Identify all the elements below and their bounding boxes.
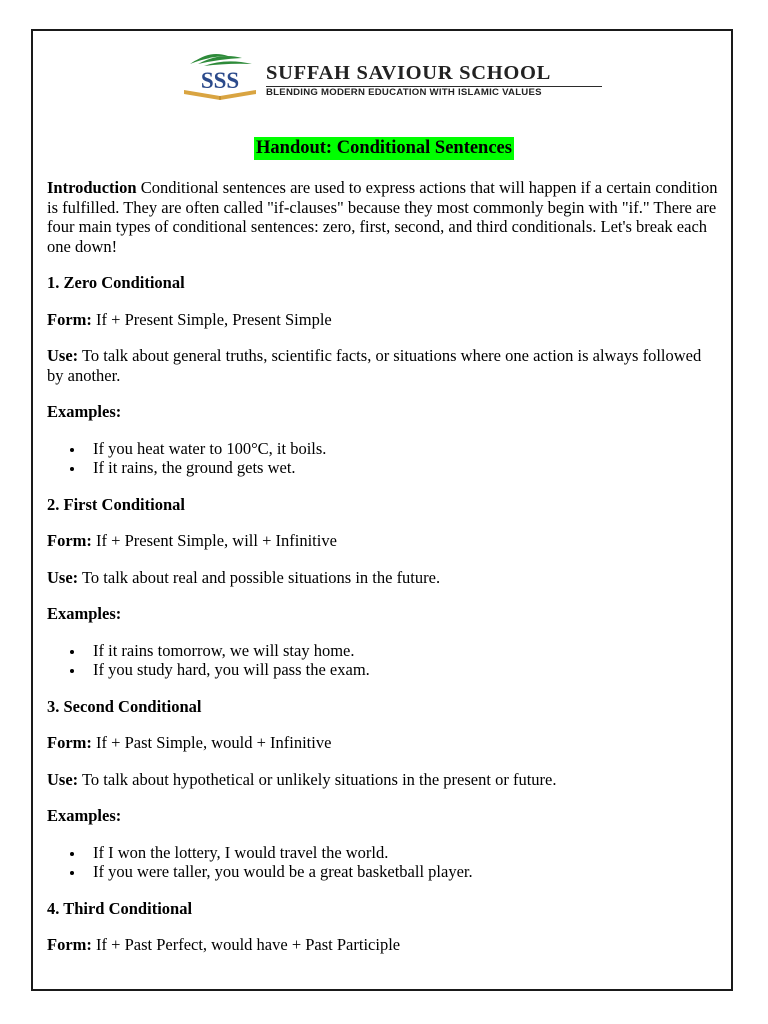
intro-text: Conditional sentences are used to express actions that will happen if a certain condition is fulfilled. They are often called "if-clauses" because they most commonly begin with "if." There are four main types of conditional sentences: zero, first, second, and third conditionals. Let's break each one down! xyxy=(47,178,718,256)
example-item: If it rains, the ground gets wet. xyxy=(93,458,719,478)
form-text: If + Present Simple, Present Simple xyxy=(91,309,332,329)
form-line xyxy=(47,310,719,330)
examples-label: Examples: xyxy=(47,806,122,825)
example-item: If you study hard, you will pass the exam. xyxy=(93,660,719,680)
form-label: Form: xyxy=(47,733,92,752)
form-text: If + Present Simple, will + Infinitive xyxy=(91,531,337,550)
use-line xyxy=(47,346,719,385)
use-label: Use: xyxy=(47,769,79,789)
school-name: SUFFAH SAVIOUR SCHOOL xyxy=(266,62,552,84)
form-line xyxy=(47,733,719,753)
section-heading: 3. Second Conditional xyxy=(47,696,202,716)
school-header xyxy=(180,50,610,102)
form-text: If + Past Simple, would + Infinitive xyxy=(91,733,332,752)
form-text: If + Past Perfect, would have + Past Participle xyxy=(91,935,401,954)
handout-body xyxy=(47,178,719,972)
form-label: Form: xyxy=(47,935,92,954)
examples-list xyxy=(47,439,719,478)
intro-label: Introduction xyxy=(47,178,137,197)
form-label: Form: xyxy=(47,309,92,329)
section-heading: 2. First Conditional xyxy=(47,494,185,514)
use-text: To talk about general truths, scientific facts, or situations where one action is always followed by another. xyxy=(47,346,702,385)
use-line xyxy=(47,770,719,790)
use-text: To talk about real and possible situations in the future. xyxy=(78,567,441,587)
form-line xyxy=(47,935,719,955)
handout-title: Handout: Conditional Sentences xyxy=(256,138,512,158)
examples-label: Examples: xyxy=(47,402,122,421)
section-heading: 1. Zero Conditional xyxy=(47,273,185,292)
example-item: If I won the lottery, I would travel the world. xyxy=(93,843,719,863)
palm-book-logo-icon xyxy=(180,50,260,102)
examples-list xyxy=(47,843,719,882)
example-item: If it rains tomorrow, we will stay home. xyxy=(93,641,719,661)
title-row xyxy=(0,137,768,160)
use-label: Use: xyxy=(47,567,79,587)
examples-list xyxy=(47,641,719,680)
school-logo xyxy=(180,50,260,102)
logo-letters: SSS xyxy=(200,68,240,93)
example-item: If you were taller, you would be a great basketball player. xyxy=(93,862,719,882)
school-tagline: BLENDING MODERN EDUCATION WITH ISLAMIC VALUES xyxy=(266,87,542,98)
section-heading: 4. Third Conditional xyxy=(47,898,193,918)
use-line xyxy=(47,568,719,588)
example-item: If you heat water to 100°C, it boils. xyxy=(93,439,719,459)
examples-label: Examples: xyxy=(47,604,122,623)
use-text: To talk about hypothetical or unlikely situations in the present or future. xyxy=(78,769,557,789)
form-label: Form: xyxy=(47,531,92,550)
intro-paragraph xyxy=(47,178,719,256)
use-label: Use: xyxy=(47,346,79,365)
form-line xyxy=(47,531,719,551)
